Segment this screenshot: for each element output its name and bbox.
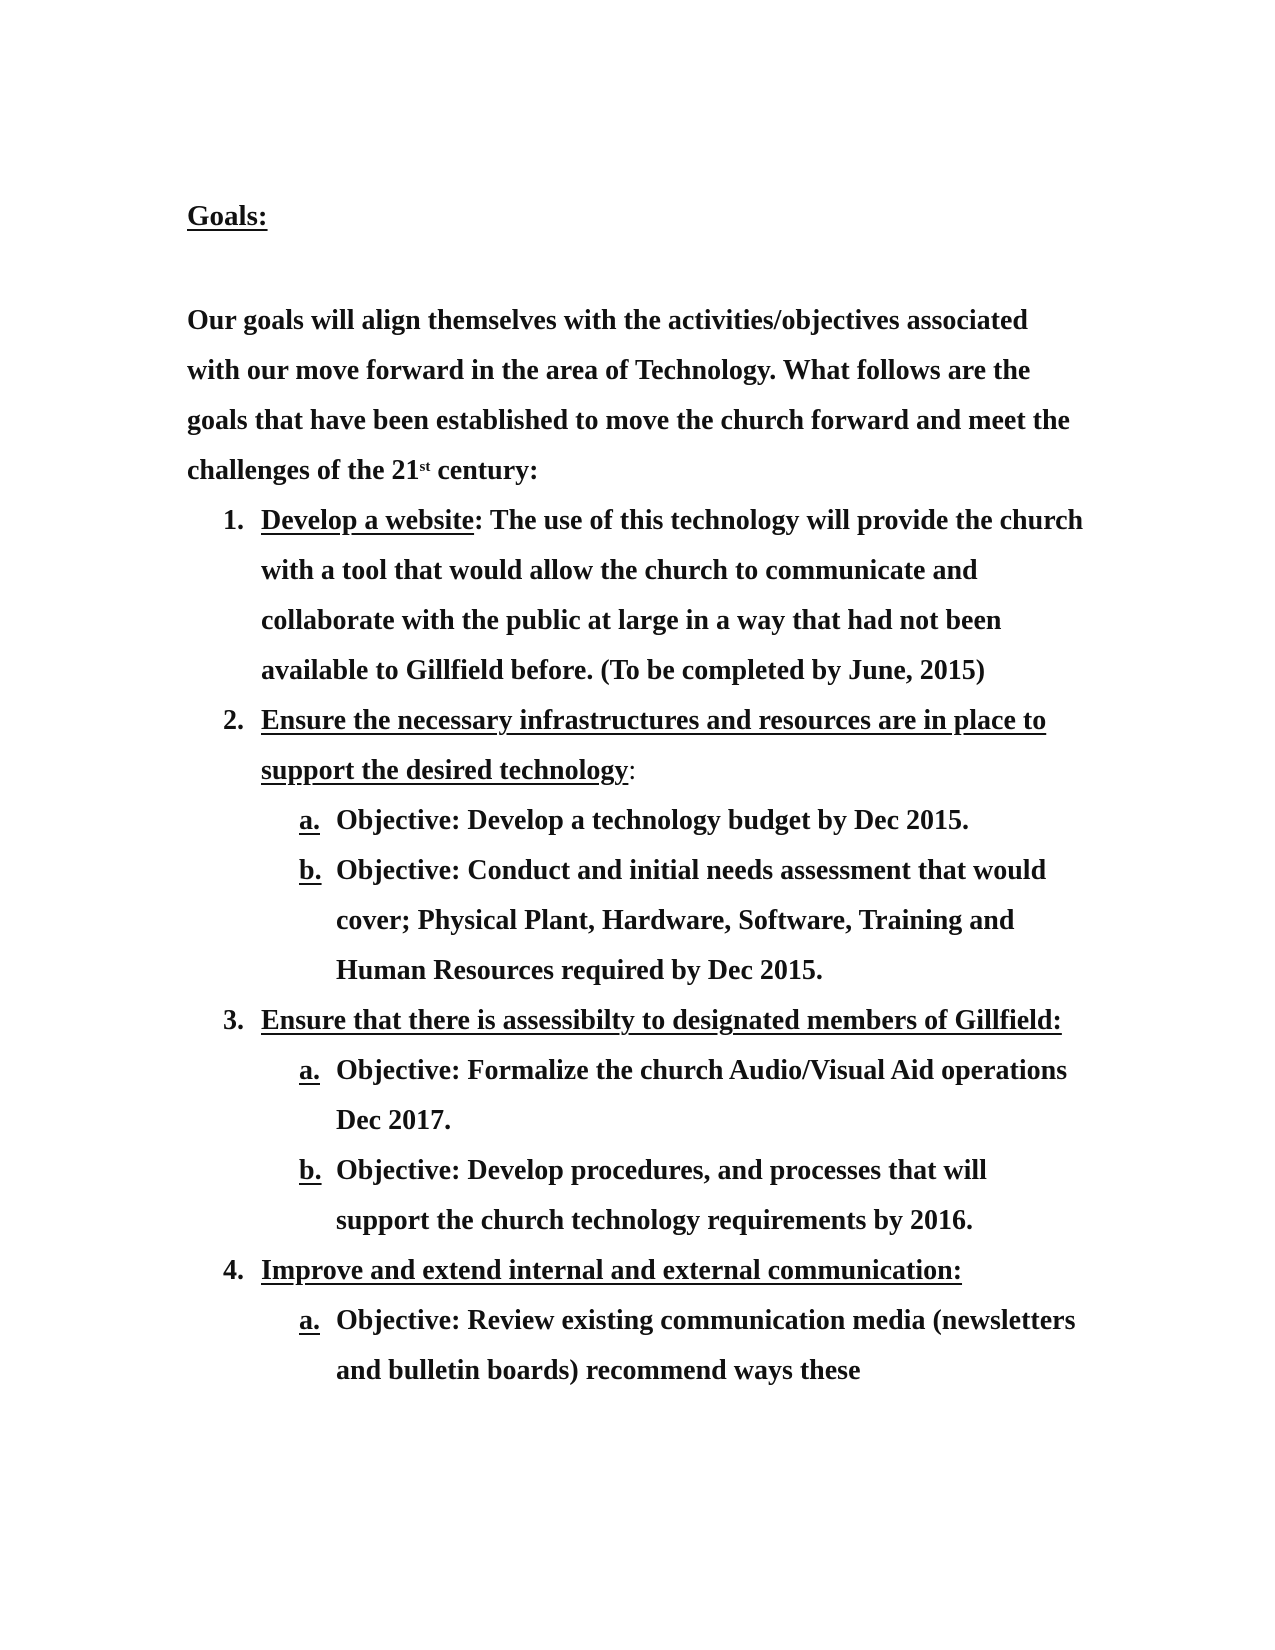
goal-item bbox=[187, 496, 1087, 696]
objective-text: Objective: Formalize the church Audio/Visual Aid operations Dec 2017. bbox=[336, 1055, 1068, 1136]
ordinal-suffix: st bbox=[419, 459, 431, 475]
goal-title-suffix: : bbox=[474, 505, 484, 536]
intro-text-end: century: bbox=[430, 455, 539, 486]
objectives-list bbox=[261, 1296, 1087, 1396]
goal-number: 3. bbox=[223, 1005, 244, 1036]
objective-text: Objective: Conduct and initial needs assessment that would cover; Physical Plant, Hardware, Software, Training and Human Resources required by Dec 2015. bbox=[336, 855, 1047, 986]
objectives-list bbox=[261, 796, 1087, 996]
objective-item bbox=[261, 1046, 1087, 1146]
goal-item bbox=[187, 996, 1087, 1246]
goal-title: Improve and extend internal and external communication: bbox=[261, 1255, 963, 1286]
goal-number: 4. bbox=[223, 1255, 244, 1286]
goal-title: Ensure that there is assessibilty to designated members of Gillfield: bbox=[261, 1005, 1062, 1036]
objective-letter: a. bbox=[299, 805, 320, 836]
objective-item bbox=[261, 796, 1087, 846]
goal-body: The use of this technology will provide the church with a tool that would allow the church to communicate and collaborate with the public at large in a way that had not been available to Gillfield before. (To be completed by June, 2015) bbox=[261, 505, 1084, 686]
objective-item bbox=[261, 1146, 1087, 1246]
goal-number: 2. bbox=[223, 705, 244, 736]
objectives-list bbox=[261, 1046, 1087, 1246]
goal-title: Develop a website bbox=[261, 505, 475, 536]
goal-number: 1. bbox=[223, 505, 244, 536]
objective-text: Objective: Develop procedures, and processes that will support the church technology requirements by 2016. bbox=[336, 1155, 987, 1236]
goals-list bbox=[187, 496, 1087, 1396]
page-heading: Goals: bbox=[187, 200, 268, 232]
goal-item bbox=[187, 1246, 1087, 1396]
objective-item bbox=[261, 846, 1087, 996]
intro-paragraph bbox=[187, 296, 1087, 496]
goal-item bbox=[187, 696, 1087, 996]
objective-letter: a. bbox=[299, 1055, 320, 1086]
objective-letter: a. bbox=[299, 1305, 320, 1336]
goal-title-suffix: : bbox=[628, 755, 637, 786]
objective-letter: b. bbox=[299, 855, 322, 886]
goal-title: Ensure the necessary infrastructures and resources are in place to support the desired technology bbox=[261, 705, 1047, 786]
objective-text: Objective: Review existing communication media (newsletters and bulletin boards) recommend ways these bbox=[336, 1305, 1076, 1386]
objective-text: Objective: Develop a technology budget by Dec 2015. bbox=[336, 805, 970, 836]
objective-letter: b. bbox=[299, 1155, 322, 1186]
intro-text: Our goals will align themselves with the activities/objectives associated with our move forward in the area of Technology. What follows are the goals that have been established to move the church forward and meet the challenges of the 21 bbox=[187, 305, 1070, 486]
objective-item bbox=[261, 1296, 1087, 1396]
